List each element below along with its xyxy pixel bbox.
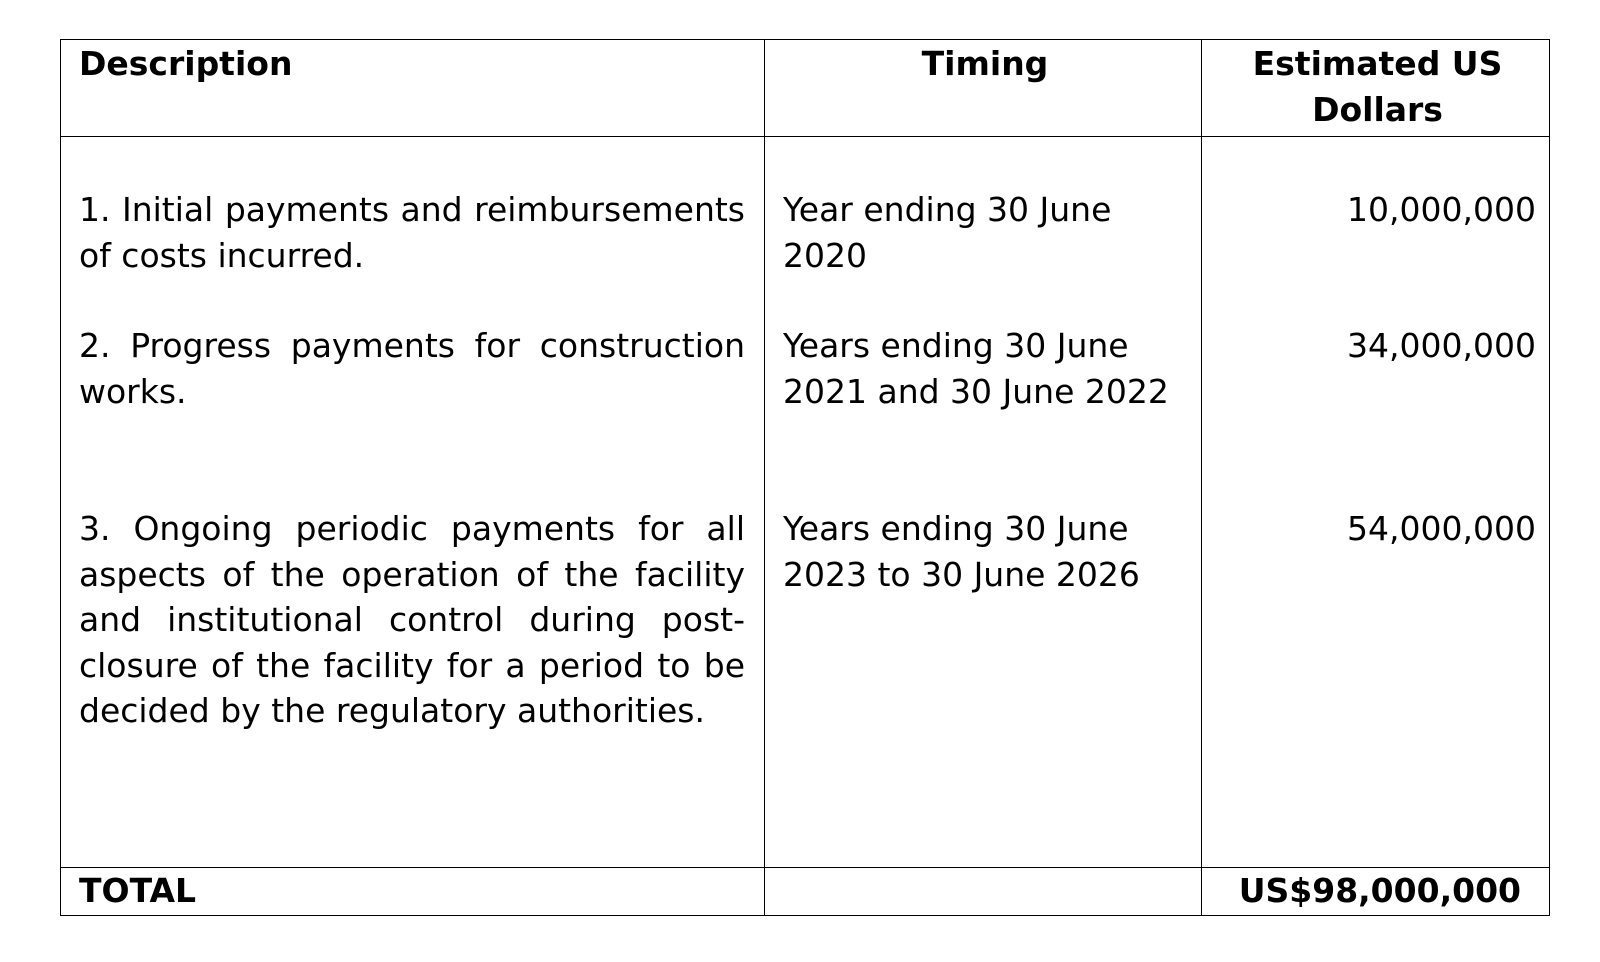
total-amount: US$98,000,000 xyxy=(1202,868,1550,916)
row-2-timing xyxy=(783,323,1183,414)
header-timing: Timing xyxy=(765,40,1202,137)
header-amount-line2: Dollars xyxy=(1312,90,1443,129)
row-1-timing-line2: 2020 xyxy=(783,235,867,275)
table-body-row xyxy=(61,137,1550,868)
amount-column xyxy=(1202,137,1550,868)
total-row xyxy=(61,868,1550,916)
row-2-timing-line1: Years ending 30 June xyxy=(783,326,1129,365)
row-3-timing-line2: 2023 to 30 June 2026 xyxy=(783,554,1140,594)
row-3-timing-line1: Years ending 30 June xyxy=(783,509,1129,548)
header-amount-line1: Estimated US xyxy=(1252,44,1503,83)
row-3-description: 3. Ongoing periodic payments for all aspects of the operation of the facility and institutional control during post-closure of the facility for a period to be decided by the regulatory authorities. xyxy=(79,509,745,730)
row-1-timing xyxy=(783,187,1183,278)
timing-column xyxy=(765,137,1202,868)
payments-table xyxy=(60,39,1550,916)
row-1-timing-line1: Year ending 30 June xyxy=(783,190,1112,229)
row-3-timing xyxy=(783,506,1183,597)
row-2-amount: 34,000,000 xyxy=(1347,326,1536,365)
total-label: TOTAL xyxy=(61,868,765,916)
row-2-description: 2. Progress payments for construction works. xyxy=(79,326,745,411)
row-1-amount: 10,000,000 xyxy=(1347,190,1536,229)
header-row xyxy=(61,40,1550,137)
description-column xyxy=(61,137,765,868)
row-1-description: 1. Initial payments and reimbursements of costs incurred. xyxy=(79,190,745,275)
total-timing xyxy=(765,868,1202,916)
row-2-timing-line2: 2021 and 30 June 2022 xyxy=(783,371,1169,411)
header-estimated-amount xyxy=(1202,40,1550,137)
row-3-amount: 54,000,000 xyxy=(1347,509,1536,548)
header-description: Description xyxy=(61,40,765,137)
